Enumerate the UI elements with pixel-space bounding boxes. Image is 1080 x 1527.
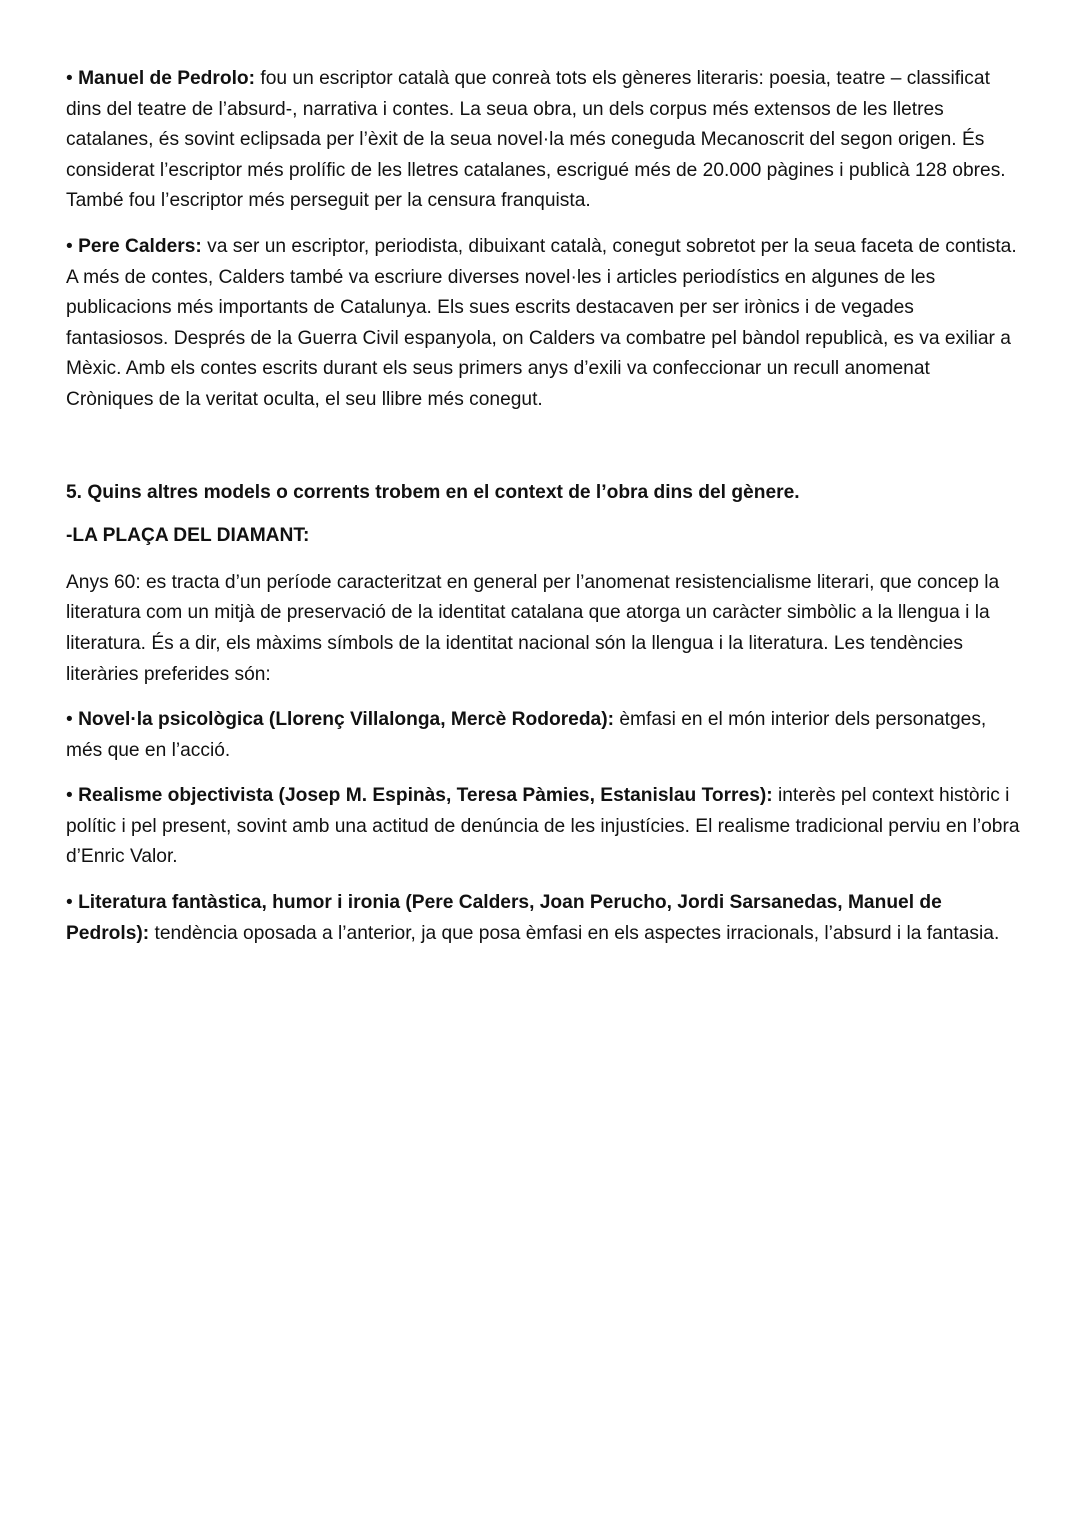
author-name: Pere Calders: — [78, 235, 202, 257]
spacer — [66, 431, 1020, 478]
bullet: • — [66, 68, 73, 89]
tendency-description: tendència oposada a l’anterior, ja que posa èmfasi en els aspectes irracionals, l’absurd i la fantasia. — [154, 922, 1000, 944]
author-description: fou un escriptor català que conreà tots els gèneres literaris: poesia, teatre – classificat dins del teatre de l’absurd-, narrativa i contes. La seua obra, un dels corpus més extensos de les lletres catalanes, és sovint eclipsada per l’èxit de la seua novel·la més coneguda Mecanoscrit del segon origen. És considerat l’escriptor més prolífic de les lletres catalanes, escrigué més de 20.000 pàgines i publicà 128 obres. També fou l’escriptor més perseguit per la censura franquista. — [66, 68, 1006, 212]
bullet: • — [66, 785, 73, 807]
author-description: va ser un escriptor, periodista, dibuixant català, conegut sobretot per la seua faceta de contista. A més de contes, Calders també va escriure diverses novel·les i articles periodístics en algunes de les publicacions més importants de Catalunya. Els sues escrits destacaven per ser irònics i de vegades fantasiosos. Després de la Guerra Civil espanyola, on Calders va combatre pel bàndol republicà, es va exiliar a Mèxic. Amb els contes escrits durant els seus primers anys d’exili va confeccionar un recull anomenat Cròniques de la veritat oculta, el seu llibre més conegut. — [66, 235, 1017, 410]
tendency-name: Literatura fantàstica, humor i ironia (Pere Calders, Joan Perucho, Jordi Sarsanedas, Manuel de Pedrols): — [66, 892, 942, 944]
tendency-paragraph — [66, 705, 1020, 766]
tendency-paragraph — [66, 781, 1020, 873]
bullet: • — [66, 892, 73, 914]
document-page — [66, 64, 1020, 964]
bullet: • — [66, 709, 73, 731]
section-heading: 5. Quins altres models o corrents trobem en el context de l’obra dins del gènere. — [66, 481, 800, 503]
tendency-name: Novel·la psicològica (Llorenç Villalonga, Mercè Rodoreda): — [78, 709, 615, 731]
tendency-description: èmfasi en el món interior dels personatges, més que en l’acció. — [66, 709, 987, 761]
author-paragraph-calders — [66, 232, 1020, 416]
tendency-name: Realisme objectivista (Josep M. Espinàs, Teresa Pàmies, Estanislau Torres): — [78, 785, 773, 807]
section-intro: Anys 60: es tracta d’un període caracteritzat en general per l’anomenat resistencialisme literari, que concep la literatura com un mitjà de preservació de la identitat catalana que atorga un caràcter simbòlic a la llengua i la literatura. És a dir, els màxims símbols de la identitat nacional són la llengua i la literatura. Les tendències literàries preferides són: — [66, 571, 1000, 685]
author-paragraph-pedrolo — [66, 64, 1020, 217]
section-subheading: -LA PLAÇA DEL DIAMANT: — [66, 525, 310, 547]
author-name: Manuel de Pedrolo: — [78, 68, 256, 89]
tendency-paragraph — [66, 888, 1020, 949]
bullet: • — [66, 235, 73, 257]
tendency-description: interès pel context històric i polític i pel present, sovint amb una actitud de denúncia de les injustícies. El realisme tradicional perviu en l’obra d’Enric Valor. — [66, 785, 1020, 868]
